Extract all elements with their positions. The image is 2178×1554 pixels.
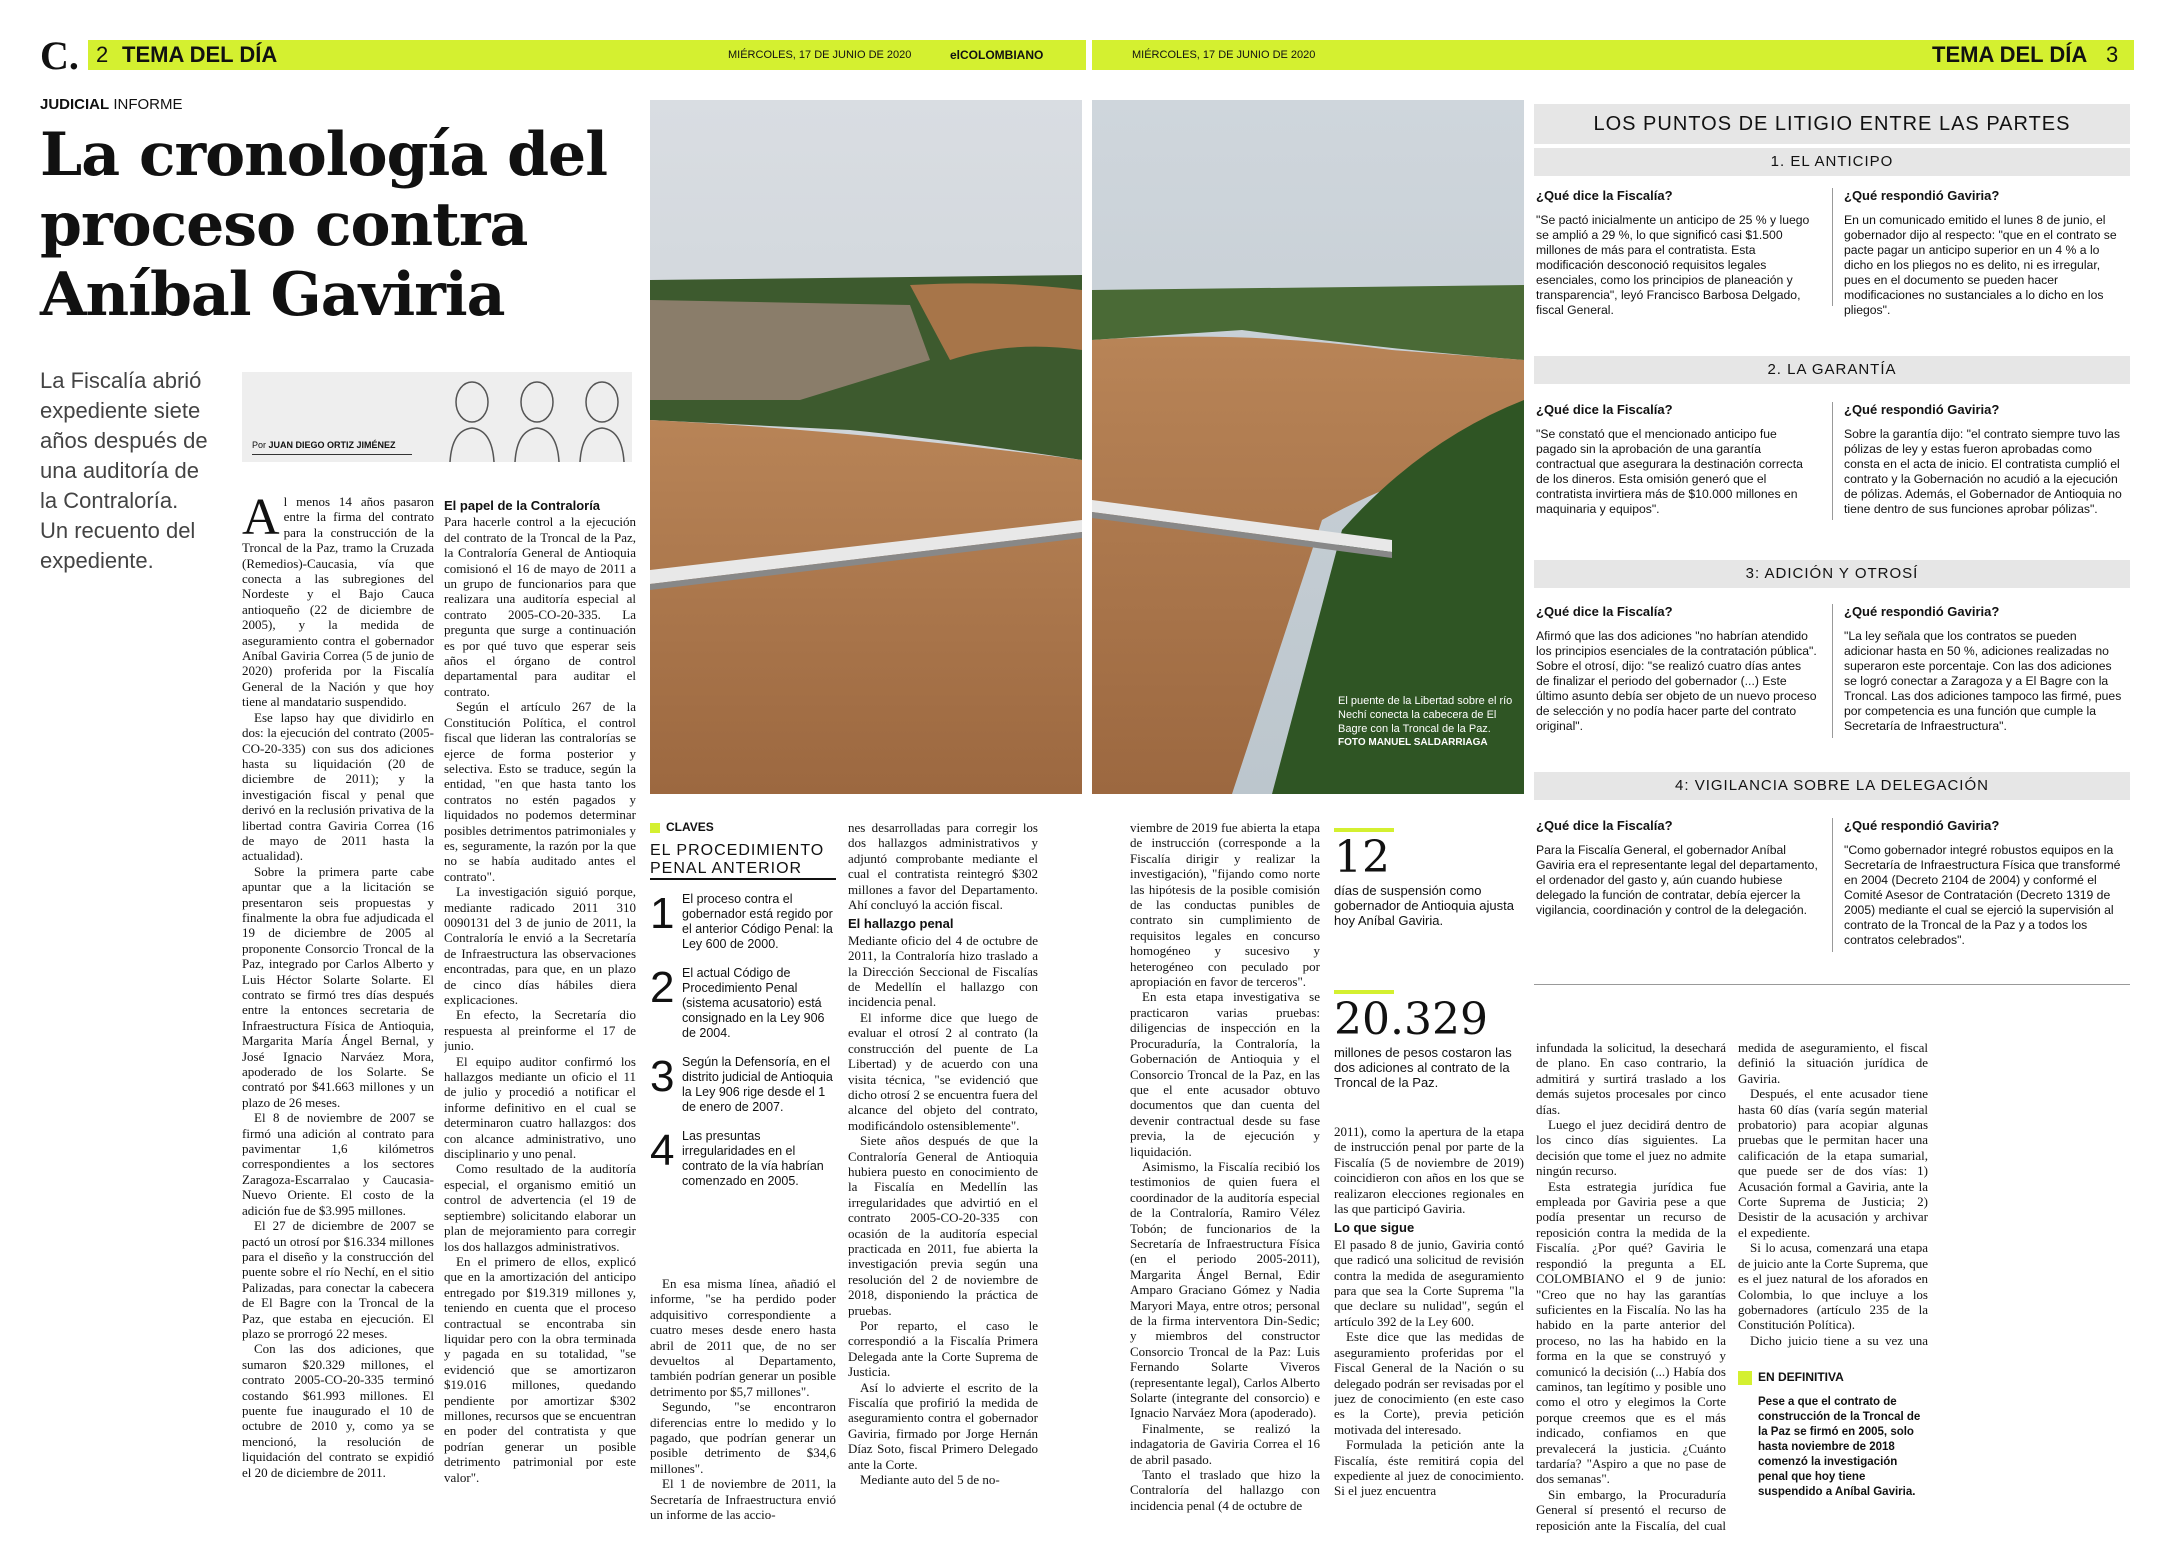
photo-caption-text: El puente de la Libertad sobre el río Nechí conecta la cabecera de El Bagre con la Troncal de la Paz. — [1338, 695, 1513, 735]
river-photo-left — [650, 100, 1082, 794]
litigio-section-4-left — [1536, 818, 1818, 918]
question-gaviria: ¿Qué respondió Gaviria? — [1844, 604, 2000, 619]
answer-gaviria: En un comunicado emitido el lunes 8 de junio, el gobernador dijo al respecto: "que en el contrato se pacte pagar un anticipo superior en un 4 % a lo dicho en los pliegos no es delito, ni es irregular, pues en el documento se pueden hacer modificaciones no sustanciales a lo dicho en los pliegos". — [1844, 213, 2117, 317]
claves-list — [650, 889, 836, 1189]
lead-line: la Contraloría. — [40, 488, 179, 513]
section-title-right: TEMA DEL DÍA — [1932, 42, 2088, 67]
photo-credit: FOTO MANUEL SALDARRIAGA — [1338, 737, 1488, 748]
litigio-section-2-left — [1536, 402, 1818, 517]
paragraph: Mediante auto del 5 de no- — [860, 1472, 1000, 1488]
claves-item — [650, 1126, 836, 1189]
litigio-title: LOS PUNTOS DE LITIGIO ENTRE LAS PARTES — [1593, 113, 2071, 135]
claves-title-line: PENAL ANTERIOR — [650, 860, 803, 877]
lead-paragraph — [40, 366, 240, 576]
headline — [40, 120, 607, 330]
drop-cap: A — [242, 494, 280, 546]
stat-block-1 — [1334, 828, 1524, 928]
litigio-section-1-title: 1. EL ANTICIPO — [1770, 153, 1894, 170]
body-column-5 — [1130, 820, 1320, 1534]
stat-block-2 — [1334, 990, 1524, 1090]
photo-caption — [1338, 694, 1514, 750]
litigio-section-title — [1534, 560, 2130, 588]
litigio-section-1-left — [1536, 188, 1818, 318]
kicker-light: INFORME — [113, 96, 183, 113]
claves-item-text: Las presuntas irregularidades en el contrato de la vía habrían comenzado en 2005. — [682, 1129, 824, 1188]
lead-line: Un recuento del — [40, 518, 196, 543]
paragraph: Como resultado de la auditoría especial, el organismo emitió un control de advertencia (el 19 de septiembre) solicitando elaborar un plan de mejoramiento para corregir los dos hallazgos administrativos. — [444, 1161, 636, 1254]
question-gaviria: ¿Qué respondió Gaviria? — [1844, 402, 2000, 417]
newspaper-logo: C. — [40, 33, 79, 78]
claves-item-number: 4 — [650, 1126, 675, 1175]
litigio-section-title — [1534, 356, 2130, 384]
first-paragraph-text: l menos 14 años pasaron entre la firma del contrato para la construcción de la Troncal de la Paz, tramo la Cruzada (Remedios)-Caucasia, vía que conecta a las subregiones del Nordeste y el Bajo Cauca antioqueño (22 de diciembre de 2005), y la medida de aseguramiento contra el gobernador Aníbal Gaviria Correa (5 de junio de 2020) proferida por la Fiscalía General de la Nación y que hoy tiene al mandatario suspendido. — [242, 494, 434, 710]
question-fiscalia: ¿Qué dice la Fiscalía? — [1536, 604, 1673, 619]
litigio-bottom-rule — [1534, 984, 2130, 985]
left-header-bar — [88, 40, 1086, 70]
column-divider — [1832, 604, 1833, 738]
litigio-section-2-title: 2. LA GARANTÍA — [1767, 361, 1897, 378]
paragraph: Por reparto, el caso le correspondió a la Fiscalía Primera Delegada ante la Corte Suprema de Justicia. — [848, 1318, 1038, 1380]
litigio-section-1-right — [1844, 188, 2126, 318]
claves-title — [650, 842, 836, 880]
lead-line: expediente. — [40, 548, 154, 573]
aerial-river-image-left — [650, 100, 1082, 794]
stat-number: 12 — [1334, 832, 1390, 883]
lead-line: una auditoría de — [40, 458, 200, 483]
paragraph: Así lo advierte el escrito de la Fiscalía que profirió la medida de aseguramiento contra el gobernador Gaviria, firmado por Jorge Hernán Díaz Soto, fiscal Primero Delegado ante la Corte. — [848, 1379, 1038, 1472]
paragraph: El 8 de noviembre de 2007 se firmó una adición al contrato para pavimentar 1,6 kilómetros correspondientes a los sectores Zaragoza-Escarralao y Caucasia-Nuevo Oriente. El costo de la adición fue de $3.995 millones. — [242, 1110, 434, 1218]
page-number-right: 3 — [2106, 42, 2119, 67]
paragraph: Formulada la petición ante la Fiscalía, éste remitirá copia del expediente al juez de conocimiento. Si el juez encuentra — [1334, 1437, 1524, 1499]
body-column-8 — [1738, 1040, 1928, 1350]
claves-item-text: Según la Defensoría, en el distrito judicial de Antioquia la Ley 906 rige desde el 1 de enero de 2007. — [682, 1055, 833, 1114]
date-right: MIÉRCOLES, 17 DE JUNIO DE 2020 — [1132, 49, 1316, 61]
paragraph: El 27 de diciembre de 2007 se pactó un otrosí por $16.334 millones para el diseño y la construcción del puente sobre el río Nechí, en el sitio Palizadas, para conectar la cabecera de El Bagre con la Troncal de la Paz, que estaba en ejecución. El plazo se prorrogó 22 meses. — [242, 1218, 434, 1341]
answer-fiscalia: Para la Fiscalía General, el gobernador Aníbal Gaviria era el representante legal del departamento, el ordenador del gasto y, aún cuando hubiese delegado la función de contratar, debía ejercer la vigilancia, coordinación y control de la delegación. — [1536, 843, 1818, 917]
answer-fiscalia: Afirmó que las dos adiciones "no habrían atendido los principios esenciales de la contratación pública". Sobre el otrosí, dijo: "se realizó cuatro días antes de finalizar el periodo del gobernador (...) Este último asunto debía ser objeto de un nuevo proceso de selección y no podía hacer parte del contrato original". — [1536, 629, 1817, 733]
definitiva-marker-icon — [1738, 1371, 1752, 1385]
en-definitiva-text: Pese a que el contrato de construcción de la Troncal de la Paz se firmó en 2005, solo hasta noviembre de 2018 comenzó la investigación penal que hoy tiene suspendido a Aníbal Gaviria. — [1758, 1395, 1921, 1498]
paragraph: infundada la solicitud, la desechará de plano. En caso contrario, la admitirá y surtirá traslado a los demás sujetos procesales por cinco días. — [1536, 1040, 1726, 1117]
paragraph: Siete años después de que la Contraloría General de Antioquia hubiera puesto en conocimiento de la Fiscalía en Medellín las irregularidades que advirtió en el contrato 2005-CO-20-335 con ocasión de la auditoría especial practicada en 2011, fue abierta la investigación previa según una resolución del 2 de noviembre de 2018, disponiendo la práctica de pruebas. — [848, 1133, 1038, 1318]
date-left: MIÉRCOLES, 17 DE JUNIO DE 2020 — [728, 49, 912, 61]
byline-rule — [252, 454, 412, 455]
paragraph: El pasado 8 de junio, Gaviria contó que radicó una solicitud de revisión contra la medida de aseguramiento para que sea la Corte Suprema "la que declare su nulidad", según el artículo 392 de la Ley 600. — [1334, 1236, 1524, 1329]
litigio-title-bar — [1534, 104, 2130, 144]
en-definitiva-tag-text: EN DEFINITIVA — [1758, 1370, 1844, 1384]
byline-author: JUAN DIEGO ORTIZ JIMÉNEZ — [268, 440, 396, 450]
paragraph: Luego el juez decidirá dentro de los cinco días siguientes. La decisión que tome el juez no admite ningún recurso. — [1536, 1117, 1726, 1179]
claves-marker-icon — [650, 823, 660, 833]
paragraph: Finalmente, se realizó la indagatoria de Gaviria Correa el 16 de abril pasado. — [1130, 1420, 1320, 1467]
paragraph: Según el artículo 267 de la Constitución Política, el control fiscal que lideran las contralorías se ejerce de forma posterior y selectiva. Esto se traduce, según la entidad, "en que hasta tanto los contratos no estén pagados y liquidados no podemos determinar posibles detrimentos patrimoniales y es, seguramente, la razón por la que no se había auditado antes el contrato". — [444, 699, 636, 884]
author-portraits — [442, 372, 632, 462]
paragraph: Segundo, "se encontraron diferencias entre lo medido y lo pagado, que podrían generar un posible detrimento de $34,6 millones". — [650, 1399, 836, 1476]
paragraph: Dicho juicio tiene a su vez una — [1750, 1332, 1928, 1348]
subheading-lo-que-sigue: Lo que sigue — [1334, 1220, 1415, 1236]
aerial-river-image-right — [1092, 100, 1524, 794]
body-column-7 — [1536, 1040, 1726, 1534]
body-column-4 — [848, 820, 1038, 1534]
question-gaviria: ¿Qué respondió Gaviria? — [1844, 818, 2000, 833]
paragraph: La investigación siguió porque, mediante radicado 2011 310 0090131 del 3 de junio de 2011, la Contraloría le envió a la Secretaría de Infraestructura las observaciones encontradas, para que, en un plazo de cinco días hábiles diera explicaciones. — [444, 884, 636, 1007]
paragraph: Después, el ente acusador tiene hasta 60 días (varía según material probatorio) para acopiar algunas pruebas que le permitan hacer una calificación de la etapa sumarial, que puede ser de dos vías: 1) Acusación formal a Gaviria, ante la Corte Suprema de Justicia; 2) Desistir de la acusación y archivar el expediente. — [1738, 1086, 1928, 1240]
column-divider — [1832, 402, 1833, 520]
paragraph: Tanto el traslado que hizo la Contraloría del hallazgo con incidencia penal (4 de octubre de — [1130, 1467, 1320, 1513]
paragraph: Ese lapso hay que dividirlo en dos: la ejecución del contrato (2005-CO-20-335) con sus dos adiciones hasta su liquidación (20 de diciembre de 2011); y la investigación fiscal y penal que derivó en la reclusión privativa de la libertad contra Gaviria Correa (16 de mayo de 2011 hasta la actualidad). — [242, 709, 434, 864]
question-fiscalia: ¿Qué dice la Fiscalía? — [1536, 818, 1673, 833]
paragraph: Sobre la primera parte cabe apuntar que a la licitación se presentaron seis propuestas y finalmente la obra fue adjudicada el 19 de diciembre de 2005 al proponente Consorcio Troncal de la Paz, integrado por Carlos Alberto y Luis Héctor Solarte Solarte. El contrato se firmó tres días después entre la entonces secretaria de Infraestructura Física de Antioquia, Margarita María Ángel Bernal, y José Ignacio Narváez Mora, apoderado de los Solarte. Se contrató por $41.663 millones y un plazo de 26 meses. — [242, 863, 434, 1110]
kicker — [40, 96, 183, 113]
lead-line: expediente siete — [40, 398, 201, 423]
stat-number: 20.329 — [1334, 994, 1488, 1045]
headline-line-3: Aníbal Gaviria — [40, 260, 505, 330]
answer-gaviria: "Como gobernador integré robustos equipos en la Secretaría de Infraestructura Física que transformé en 2004 (Decreto 2104 de 2004) y conformé el Comité Asesor de Contratación (Decreto 1319 de 2005) mediante el cual se ejerció la supervisión al contrato de la Troncal de la Paz y a todos los contratos celebrados". — [1844, 843, 2121, 947]
claves-item-text: El proceso contra el gobernador está regido por el anterior Código Penal: la Ley 600 de 2000. — [682, 892, 833, 951]
claves-item — [650, 963, 836, 1041]
headline-line-1: La cronología del — [40, 120, 608, 190]
paragraph: Esta estrategia jurídica fue empleada por Gaviria pese a que podía presentar un recurso de reposición contra la medida de la Fiscalía. ¿Por qué? Gaviria le respondió la pregunta a EL COLOMBIANO el 9 de junio: "Creo que no hay las garantías suficientes en la Fiscalía. No las ha habido en la parte anterior del proceso, no las ha habido en la forma en la que se construyó y comunicó la decisión (...) Había dos caminos, tan legítimo y posible uno como el otro y elegimos la Corte porque creemos que es el más indicado, confiamos en que prevalecerá la justicia. ¿Cuánto tardaría? "Aspiro a que no pase de dos semanas". — [1536, 1178, 1726, 1487]
headline-line-2: proceso contra — [40, 190, 528, 260]
body-column-3 — [650, 1276, 836, 1534]
litigio-section-3-left — [1536, 604, 1818, 734]
paragraph: Asimismo, la Fiscalía recibió los testimonios de quien fuera el coordinador de la auditoría especial de la Contraloría, Ramiro Vélez Tobón; de funcionarios de la Secretaría de Infraestructura Física (en el periodo 2005-2011), Margarita Ángel Bernal, Edir Amparo Graciano Gómez y Nadia Maryori Maya, entre otros; personal de la firma interventora Din-Sedic; y miembros del constructor Consorcio Troncal de la Paz: Luis Fernando Solarte Viveros (representante legal), Carlos Alberto Solarte (integrante del consorcio) e Ignacio Narváez Mora (apoderado). — [1130, 1158, 1320, 1421]
claves-tag — [650, 820, 836, 834]
question-fiscalia: ¿Qué dice la Fiscalía? — [1536, 188, 1673, 203]
claves-title-line: EL PROCEDIMIENTO — [650, 842, 825, 859]
paragraph: Con las dos adiciones, que sumaron $20.329 millones, el contrato 2005-CO-20-335 terminó costando $61.993 millones. El puente fue inaugurado el 10 de octubre de 2010 y, como ya se mencionó, la resolución de liquidación del contrato se expidió el 20 de diciembre de 2011. — [242, 1341, 434, 1480]
claves-item — [650, 889, 836, 952]
paragraph: El informe dice que luego de evaluar el otrosí 2 al contrato (la construcción del puente de La Libertad) y de acuerdo con una visita técnica, "se evidenció que dicho otrosí 2 se encuentra fuera del alcance del objeto del contrato, modificándolo ostensiblemente". — [848, 1009, 1038, 1133]
byline-prefix: Por — [252, 440, 267, 450]
subheading-hallazgo: El hallazgo penal — [848, 916, 954, 932]
answer-fiscalia: "Se constató que el mencionado anticipo fue pagado sin la aprobación de una garantía contractual que asegurara la destinación correcta de los dineros. Esta omisión generó que el contratista invirtiera más de $10.000 millones en maquinaria y equipos". — [1536, 427, 1803, 516]
claves-item-number: 3 — [650, 1052, 675, 1101]
page-number-left: 2 — [96, 42, 109, 67]
paragraph: Mediante oficio del 4 de octubre de 2011, la Contraloría hizo traslado a la Dirección Seccional de Fiscalías de Medellín el hallazgo con incidencia penal. — [848, 932, 1038, 1010]
stat-text: millones de pesos costaron las dos adiciones al contrato de la Troncal de la Paz. — [1334, 1045, 1512, 1090]
answer-gaviria: Sobre la garantía dijo: "el contrato siempre tuvo las pólizas de ley y estas fueron aprobadas como consta en el acta de inicio. El contratista cumplió el contrato y la Gobernación no acudió a la ejecución de pólizas. Además, el Gobernador de Antioquia no tiene dentro de sus funciones aprobar pólizas". — [1844, 427, 2122, 516]
paragraph — [242, 494, 434, 710]
body-column-6 — [1334, 1124, 1524, 1534]
paragraph: El 1 de noviembre de 2011, la Secretaría de Infraestructura envió un informe de las accio- — [650, 1476, 836, 1523]
question-fiscalia: ¿Qué dice la Fiscalía? — [1536, 402, 1673, 417]
body-column-2 — [444, 494, 636, 1534]
paragraph: En esa misma línea, añadió el informe, "se ha perdido poder adquisitivo correspondiente a cuatro meses desde enero hasta abril de 2011 que, de no ser devueltos al Departamento, también podrían generar un posible detrimento por $5,7 millones". — [650, 1276, 836, 1399]
paragraph: En esta etapa investigativa se practicaron varias pruebas: diligencias de inspección en la Procuraduría, la Contraloría, la Gobernación de Antioquia y el Consorcio Troncal de la Paz, en las que el ente acusador obtuvo documentos que dan cuenta del devenir contractual desde su fase previa, la de ejecución y liquidación. — [1130, 989, 1320, 1159]
en-definitiva-box — [1738, 1370, 1928, 1530]
lead-line: años después de — [40, 428, 208, 453]
question-gaviria: ¿Qué respondió Gaviria? — [1844, 188, 2000, 203]
paragraph: El equipo auditor confirmó los hallazgos mediante un oficio el 11 de julio y procedió a notificar el informe definitivo en el cual se determinaron cuatro hallazgos: dos con alcance administrativo, uno disciplinario y uno penal. — [444, 1053, 636, 1162]
answer-gaviria: "La ley señala que los contratos se pueden adicionar hasta en 50 %, adiciones realizadas no superaron este porcentaje. Con las dos adiciones se logró conectar a Zaragoza y a El Bagre con la Troncal. Las dos adiciones tampoco las firmé, pues por competencia es una función que cumple la Secretaría de Infraestructura". — [1844, 629, 2122, 733]
claves-item-text: El actual Código de Procedimiento Penal (sistema acusatorio) está consignado en la Ley 906 de 2004. — [682, 966, 825, 1040]
litigio-section-4-title: 4: VIGILANCIA SOBRE LA DELEGACIÓN — [1675, 777, 1989, 794]
litigio-box — [1534, 104, 2130, 1024]
paragraph: Si lo acusa, comenzará una etapa de juicio ante la Corte Suprema, que es el juez natural de los aforados en Colombia, lo que incluye a los gobernadores (artículo 235 de la Constitución Política). — [1738, 1240, 1928, 1333]
byline — [252, 440, 396, 450]
paragraph: En el primero de ellos, explicó que en la amortización del anticipo entregado por $19.319 millones y, teniendo en cuenta que el proceso contractual se encontraba sin liquidar pero con la obra terminada y pagada en su totalidad, "se evidenció que se amortizaron $19.016 millones, quedando pendiente por amortizar $302 millones, recursos que se encuentran en poder del contratista y que podrían generar un posible detrimento patrimonial por este valor". — [444, 1253, 636, 1485]
section-title-left: TEMA DEL DÍA — [122, 42, 278, 67]
litigio-section-title — [1534, 148, 2130, 176]
litigio-section-2-right — [1844, 402, 2126, 517]
column-divider — [1832, 818, 1833, 952]
paragraph: Este dice que las medidas de aseguramiento proferidas por el Fiscal General de la Nación o su delegado podrán ser revisadas por el juez de conocimiento (en este caso es la Corte), previa petición motivada del interesado. — [1334, 1329, 1524, 1437]
litigio-section-4-right — [1844, 818, 2126, 948]
kicker-bold: JUDICIAL — [40, 96, 110, 113]
column-divider — [1832, 188, 1833, 306]
claves-box — [650, 820, 836, 1250]
subheading-contraloria: El papel de la Contraloría — [444, 498, 601, 513]
paragraph: 2011), como la apertura de la etapa de instrucción penal por parte de la Fiscalía (5 de noviembre de 2019) coincidieron con años en los que se realizaron elecciones regionales en las que participó Gaviria. — [1334, 1124, 1524, 1217]
paragraph: Sin embargo, la Procuraduría General sí presentó el recurso de reposición ante la Fiscalía, del cual — [1536, 1486, 1726, 1533]
en-definitiva-tag — [1738, 1370, 1928, 1385]
answer-fiscalia: "Se pactó inicialmente un anticipo de 25 % y luego se amplió a 29 %, lo que significó casi $1.500 millones de más para el contratista. Esta modificación desconoció requisitos legales esenciales, como los principios de planeación y transparencia", leyó Francisco Barbosa Delgado, fiscal General. — [1536, 213, 1810, 317]
right-header-bar — [1092, 40, 2134, 70]
claves-item-number: 1 — [650, 889, 675, 938]
paper-name: elCOLOMBIANO — [950, 48, 1044, 62]
litigio-section-3-title: 3: ADICIÓN Y OTROSÍ — [1745, 565, 1919, 582]
river-photo-right — [1092, 100, 1524, 794]
lead-line: La Fiscalía abrió — [40, 368, 202, 393]
paragraph: Para hacerle control a la ejecución del contrato de la Troncal de la Paz, la Contraloría General de Antioquia comisionó el 16 de mayo de 2011 a un grupo de funcionarios para que realizara una auditoría especial al contrato 2005-CO-20-335. La pregunta que surge a continuación es por qué tuvo que esperar seis años el órgano de control departamental para auditar el contrato. — [444, 514, 636, 699]
paragraph: nes desarrolladas para corregir los dos hallazgos administrativos y adjuntó comprobante mediante el cual el contratista reintegró $302 millones a favor del Departamento. Ahí concluyó la acción fiscal. — [848, 820, 1038, 913]
stat-text: días de suspensión como gobernador de Antioquia ajusta hoy Aníbal Gaviria. — [1334, 883, 1514, 928]
body-column-1 — [242, 494, 434, 1534]
byline-box — [242, 372, 632, 462]
paragraph: En efecto, la Secretaría dio respuesta al preinforme el 17 de junio. — [444, 1007, 636, 1054]
paragraph: viembre de 2019 fue abierta la etapa de instrucción (corresponde a la Fiscalía dirigir y realizar la investigación), "fijando como norte las hipótesis de la posible comisión de las conductas punibles de contrato sin cumplimiento de requisitos legales en concurso homogéneo y sucesivo y heterogéneo con peculado por apropiación en favor de terceros". — [1130, 820, 1320, 990]
claves-item — [650, 1052, 836, 1115]
paragraph: medida de aseguramiento, el fiscal definió la situación jurídica de Gaviria. — [1738, 1040, 1928, 1086]
claves-tag-text: CLAVES — [666, 820, 714, 834]
litigio-section-title — [1534, 772, 2130, 800]
claves-item-number: 2 — [650, 963, 675, 1012]
litigio-section-3-right — [1844, 604, 2126, 734]
